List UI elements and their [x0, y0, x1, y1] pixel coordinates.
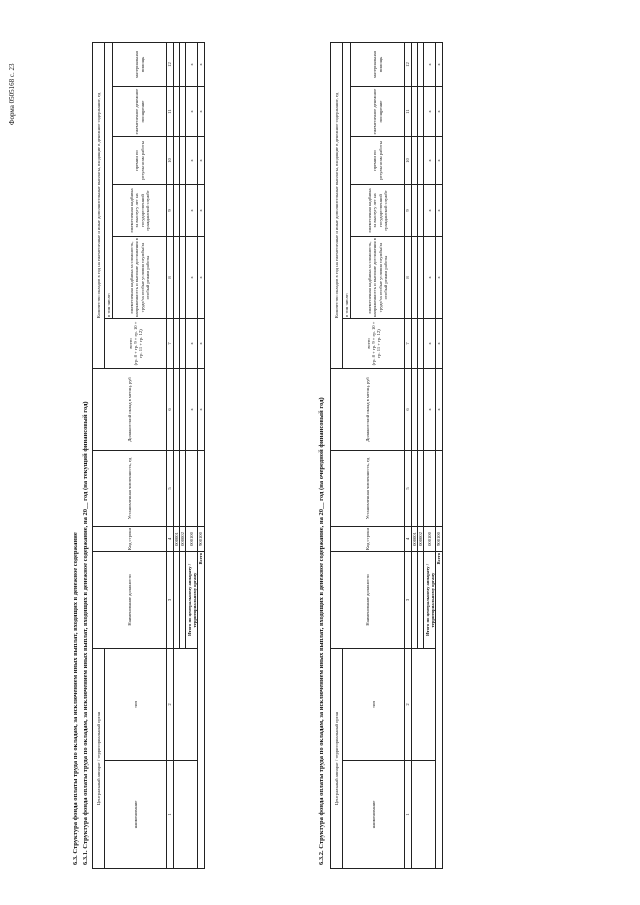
t1-grand-c8: x	[198, 237, 204, 319]
t1-grand-c9: x	[198, 185, 204, 237]
t1-grand-code: 900100	[198, 527, 204, 552]
t1-grand-c10: x	[198, 137, 204, 185]
t2-sub-col-8: ежемесячная надбавка за сложность, напряженность и высокие достижения в труде/за особые условия службы/за особый режим работы	[351, 237, 405, 319]
t1-col-code: Код строки	[93, 527, 167, 552]
t2-subtotal-c10: x	[424, 137, 436, 185]
section-title: 6.3. Структура фонда оплаты труда по окладам, за исключением иных выплат, входящих в денежное содержание	[72, 532, 79, 865]
t1-num-2: 2	[167, 649, 174, 761]
t2-subtotal-code: 000100	[424, 527, 436, 552]
t1-total-label: всего	[127, 338, 133, 349]
t1-col-name: наименование	[105, 761, 167, 869]
t2-col-salary: Должностной оклад в месяц, руб	[331, 369, 405, 451]
t1-grand-c11: x	[198, 87, 204, 137]
t2-subtotal-label: Итого по центральному аппарату / территориальному органу	[424, 552, 436, 649]
table2	[330, 42, 443, 869]
t1-sub-col-12: материальная помощь	[113, 42, 167, 86]
t2-incl-label: в том числе:	[343, 42, 351, 318]
t2-num-3: 3	[405, 552, 412, 649]
t1-col-staff: Установленная численность, ед	[93, 451, 167, 527]
t2-grand-total: x	[436, 319, 442, 369]
t1-subtotal-salary: x	[186, 369, 198, 451]
t2-grand-code: 900100	[436, 527, 442, 552]
t2-col-position: Наименование должности	[331, 552, 405, 649]
t2-sub-col-11: ежемесячное денежное поощрение	[351, 87, 405, 137]
t1-num-9: 9	[167, 185, 174, 237]
t2-subtotal-c12: x	[424, 42, 436, 86]
t1-num-11: 11	[167, 87, 174, 137]
t2-grand-c10: x	[436, 137, 442, 185]
t2-r2-code: 000002	[418, 527, 424, 552]
t1-num-7: 7	[167, 319, 174, 369]
t1-r1-type[interactable]	[174, 649, 198, 761]
t2-grand-c11: x	[436, 87, 442, 137]
t2-num-4: 4	[405, 527, 412, 552]
t2-sub-col-9: ежемесячная надбавка за выслугу лет на государственной гражданской службе	[351, 185, 405, 237]
t1-organ-header: Центральный аппарат / территориальный орган	[93, 649, 105, 869]
t2-col-staff: Установленная численность, ед	[331, 451, 405, 527]
t2-num-1: 1	[405, 761, 412, 869]
t2-r1-name[interactable]	[412, 761, 436, 869]
t2-grand-c8: x	[436, 237, 442, 319]
t1-sub-col-10: премии по результатам работы	[113, 137, 167, 185]
t1-grand-staff[interactable]	[198, 451, 204, 527]
t2-subtotal-c9: x	[424, 185, 436, 237]
t1-num-8: 8	[167, 237, 174, 319]
form-id: Форма 0505168 с. 23	[8, 63, 16, 125]
t1-amount-header: Количество окладов в год на ежемесячные и иные дополнительные выплаты, входящие в денежное содержание, ед	[93, 42, 105, 368]
table1-title: 6.3.1. Структура фонда оплаты труда по окладам, за исключением иных выплат, входящих в денежное содержание, на 20__ год (на текущий финансовый год)	[82, 401, 89, 865]
t1-sub-col-9: ежемесячная надбавка за выслугу лет на государственной гражданской службе	[113, 185, 167, 237]
t1-num-10: 10	[167, 137, 174, 185]
t1-num-12: 12	[167, 42, 174, 86]
t1-r1-name[interactable]	[174, 761, 198, 869]
t2-col-code: Код строки	[331, 527, 405, 552]
t1-grand-c12: x	[198, 42, 204, 86]
t2-grand-c12: x	[436, 42, 442, 86]
t2-num-7: 7	[405, 319, 412, 369]
t2-col-type: тип	[343, 649, 405, 761]
t2-num-9: 9	[405, 185, 412, 237]
t2-grand-c9: x	[436, 185, 442, 237]
t1-num-5: 5	[167, 451, 174, 527]
t1-col-salary: Должностной оклад в месяц, руб	[93, 369, 167, 451]
t2-num-2: 2	[405, 649, 412, 761]
t1-num-3: 3	[167, 552, 174, 649]
t1-sub-col-11: ежемесячное денежное поощрение	[113, 87, 167, 137]
t1-subtotal-c11: x	[186, 87, 198, 137]
t1-subtotal-label: Итого по центральному аппарату / территориальному органу	[186, 552, 198, 649]
t1-grand-total: x	[198, 319, 204, 369]
t2-subtotal-staff[interactable]	[424, 451, 436, 527]
t1-incl-label: в том числе:	[105, 42, 113, 318]
t2-subtotal-total: x	[424, 319, 436, 369]
t2-grand-staff[interactable]	[436, 451, 442, 527]
t1-subtotal-c9: x	[186, 185, 198, 237]
t1-subtotal-staff[interactable]	[186, 451, 198, 527]
t2-r1-type[interactable]	[412, 649, 436, 761]
t1-grand-label: Всего	[198, 552, 204, 869]
t1-col-total	[105, 319, 167, 369]
t1-num-6: 6	[167, 369, 174, 451]
t2-col-name: наименование	[343, 761, 405, 869]
table2-title: 6.3.2. Структура фонда оплаты труда по окладам, за исключением иных выплат, входящих в денежное содержание, на 20__ год (на очередной финансовый год)	[318, 397, 325, 865]
t2-num-5: 5	[405, 451, 412, 527]
t2-total-label: всего	[365, 338, 371, 349]
t1-num-1: 1	[167, 761, 174, 869]
t1-col-position: Наименование должности	[93, 552, 167, 649]
t1-num-4: 4	[167, 527, 174, 552]
t1-subtotal-code: 000100	[186, 527, 198, 552]
t2-num-11: 11	[405, 87, 412, 137]
t2-num-12: 12	[405, 42, 412, 86]
t1-subtotal-c10: x	[186, 137, 198, 185]
t1-subtotal-c12: x	[186, 42, 198, 86]
t1-subtotal-c8: x	[186, 237, 198, 319]
t2-num-10: 10	[405, 137, 412, 185]
t2-num-6: 6	[405, 369, 412, 451]
table1	[92, 42, 205, 869]
t2-num-8: 8	[405, 237, 412, 319]
t2-col-total	[343, 319, 405, 369]
t2-subtotal-salary: x	[424, 369, 436, 451]
t2-grand-label: Всего	[436, 552, 442, 869]
t2-subtotal-c11: x	[424, 87, 436, 137]
t2-subtotal-c8: x	[424, 237, 436, 319]
t1-col-type: тип	[105, 649, 167, 761]
t2-r1-code: 000001	[412, 527, 418, 552]
t2-organ-header: Центральный аппарат / территориальный орган	[331, 649, 343, 869]
t1-subtotal-total: x	[186, 319, 198, 369]
t2-grand-salary: x	[436, 369, 442, 451]
t2-sub-col-12: материальная помощь	[351, 42, 405, 86]
t2-total-formula: (гр. 8 + гр. 9 + гр. 10 + гр. 11 + гр. 12)	[370, 321, 382, 366]
t2-sub-col-10: премии по результатам работы	[351, 137, 405, 185]
t1-grand-salary: x	[198, 369, 204, 451]
t1-r1-code: 000001	[174, 527, 180, 552]
t2-amount-header: Количество окладов в год на ежемесячные и иные дополнительные выплаты, входящие в денежное содержание, ед	[331, 42, 343, 368]
t1-r2-code: 000002	[180, 527, 186, 552]
t1-sub-col-8: ежемесячная надбавка за сложность, напряженность и высокие достижения в труде/за особые условия службы/за особый режим работы	[113, 237, 167, 319]
t1-total-formula: (гр. 8 + гр. 9 + гр. 10 + гр. 11 + гр. 12)	[132, 321, 144, 366]
